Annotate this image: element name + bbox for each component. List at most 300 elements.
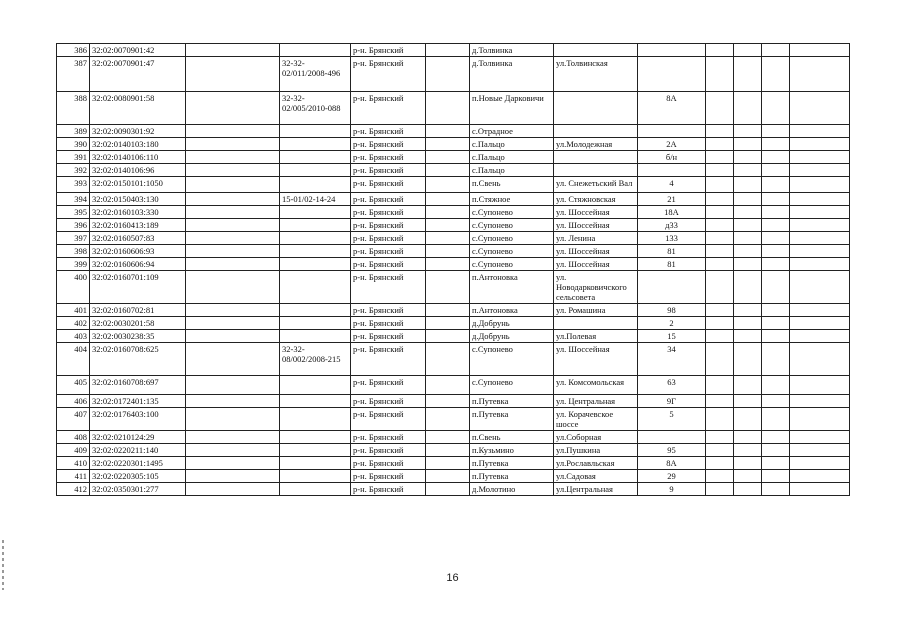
registration-number <box>280 304 351 317</box>
house-number: 18А <box>638 206 706 219</box>
cadastral-number: 32:02:0030201:58 <box>90 317 186 330</box>
street: ул.Рославльская <box>554 457 638 470</box>
empty-cell <box>762 408 790 431</box>
empty-cell <box>762 57 790 92</box>
street: ул.Соборная <box>554 431 638 444</box>
empty-cell <box>706 444 734 457</box>
empty-cell <box>762 177 790 193</box>
empty-cell <box>734 457 762 470</box>
registration-number <box>280 457 351 470</box>
street: ул.Полевая <box>554 330 638 343</box>
locality: п.Антоновка <box>470 271 554 304</box>
locality: п.Кузьмино <box>470 444 554 457</box>
house-number: д33 <box>638 219 706 232</box>
district: р-н. Брянский <box>351 138 426 151</box>
registration-number <box>280 177 351 193</box>
table-row <box>57 431 850 444</box>
empty-cell <box>186 245 280 258</box>
cadastral-number: 32:02:0140103:180 <box>90 138 186 151</box>
locality: п.Свень <box>470 431 554 444</box>
district: р-н. Брянский <box>351 193 426 206</box>
street: ул.Молодежная <box>554 138 638 151</box>
empty-cell <box>790 177 850 193</box>
district: р-н. Брянский <box>351 395 426 408</box>
empty-cell <box>426 304 470 317</box>
locality: п.Антоновка <box>470 304 554 317</box>
empty-cell <box>186 376 280 395</box>
locality: с.Отрадное <box>470 125 554 138</box>
street: ул. Шоссейная <box>554 219 638 232</box>
empty-cell <box>734 483 762 496</box>
cadastral-number: 32:02:0160103:330 <box>90 206 186 219</box>
cadastral-number: 32:02:0160606:94 <box>90 258 186 271</box>
table-row <box>57 457 850 470</box>
district: р-н. Брянский <box>351 271 426 304</box>
empty-cell <box>790 138 850 151</box>
empty-cell <box>186 258 280 271</box>
empty-cell <box>762 151 790 164</box>
empty-cell <box>762 164 790 177</box>
cadastral-number: 32:02:0350301:277 <box>90 483 186 496</box>
empty-cell <box>762 219 790 232</box>
cadastral-number: 32:02:0172401:135 <box>90 395 186 408</box>
registration-number <box>280 271 351 304</box>
district: р-н. Брянский <box>351 206 426 219</box>
street: ул. Шоссейная <box>554 206 638 219</box>
district: р-н. Брянский <box>351 317 426 330</box>
cadastral-number: 32:02:0150101:1050 <box>90 177 186 193</box>
empty-cell <box>186 408 280 431</box>
empty-cell <box>762 258 790 271</box>
empty-cell <box>762 395 790 408</box>
district: р-н. Брянский <box>351 376 426 395</box>
house-number: 133 <box>638 232 706 245</box>
cadastral-number: 32:02:0160507:83 <box>90 232 186 245</box>
table-row <box>57 470 850 483</box>
row-number: 407 <box>57 408 90 431</box>
empty-cell <box>762 232 790 245</box>
empty-cell <box>734 304 762 317</box>
empty-cell <box>734 408 762 431</box>
street: ул. Новодарковичского сельсовета <box>554 271 638 304</box>
district: р-н. Брянский <box>351 219 426 232</box>
empty-cell <box>426 444 470 457</box>
empty-cell <box>426 258 470 271</box>
row-number: 391 <box>57 151 90 164</box>
empty-cell <box>734 44 762 57</box>
row-number: 393 <box>57 177 90 193</box>
empty-cell <box>186 151 280 164</box>
empty-cell <box>186 125 280 138</box>
registration-number <box>280 258 351 271</box>
locality: с.Супонево <box>470 219 554 232</box>
locality: с.Супонево <box>470 245 554 258</box>
district: р-н. Брянский <box>351 304 426 317</box>
empty-cell <box>790 317 850 330</box>
row-number: 399 <box>57 258 90 271</box>
empty-cell <box>426 44 470 57</box>
row-number: 405 <box>57 376 90 395</box>
cadastral-number: 32:02:0070901:42 <box>90 44 186 57</box>
house-number: 98 <box>638 304 706 317</box>
empty-cell <box>186 483 280 496</box>
row-number: 394 <box>57 193 90 206</box>
registration-number <box>280 408 351 431</box>
empty-cell <box>790 164 850 177</box>
empty-cell <box>706 92 734 125</box>
registration-number <box>280 330 351 343</box>
house-number <box>638 431 706 444</box>
empty-cell <box>734 330 762 343</box>
empty-cell <box>762 92 790 125</box>
locality: п.Свень <box>470 177 554 193</box>
district: р-н. Брянский <box>351 343 426 376</box>
empty-cell <box>186 44 280 57</box>
locality: п.Путевка <box>470 395 554 408</box>
empty-cell <box>706 258 734 271</box>
cadastral-number: 32:02:0160701:109 <box>90 271 186 304</box>
table-row <box>57 317 850 330</box>
locality: с.Пальцо <box>470 138 554 151</box>
district: р-н. Брянский <box>351 57 426 92</box>
page-number: 16 <box>446 572 459 584</box>
locality: п.Новые Дарковичи <box>470 92 554 125</box>
row-number: 400 <box>57 271 90 304</box>
empty-cell <box>186 92 280 125</box>
table-row <box>57 164 850 177</box>
empty-cell <box>426 408 470 431</box>
empty-cell <box>186 138 280 151</box>
registration-number <box>280 206 351 219</box>
registration-number <box>280 164 351 177</box>
district: р-н. Брянский <box>351 258 426 271</box>
empty-cell <box>186 206 280 219</box>
house-number: 81 <box>638 258 706 271</box>
row-number: 388 <box>57 92 90 125</box>
empty-cell <box>186 164 280 177</box>
empty-cell <box>762 206 790 219</box>
row-number: 395 <box>57 206 90 219</box>
empty-cell <box>706 376 734 395</box>
registration-number <box>280 444 351 457</box>
empty-cell <box>762 271 790 304</box>
empty-cell <box>706 408 734 431</box>
table-row <box>57 258 850 271</box>
row-number: 396 <box>57 219 90 232</box>
empty-cell <box>790 219 850 232</box>
row-number: 387 <box>57 57 90 92</box>
empty-cell <box>426 138 470 151</box>
empty-cell <box>426 125 470 138</box>
empty-cell <box>790 57 850 92</box>
locality: п.Стяжное <box>470 193 554 206</box>
table-row <box>57 330 850 343</box>
empty-cell <box>790 470 850 483</box>
house-number: 2 <box>638 317 706 330</box>
empty-cell <box>706 193 734 206</box>
district: р-н. Брянский <box>351 125 426 138</box>
street: ул.Центральная <box>554 483 638 496</box>
empty-cell <box>706 219 734 232</box>
empty-cell <box>426 177 470 193</box>
district: р-н. Брянский <box>351 164 426 177</box>
district: р-н. Брянский <box>351 457 426 470</box>
empty-cell <box>426 330 470 343</box>
empty-cell <box>186 193 280 206</box>
registration-number <box>280 483 351 496</box>
table-row <box>57 177 850 193</box>
district: р-н. Брянский <box>351 92 426 125</box>
empty-cell <box>706 232 734 245</box>
cadastral-number: 32:02:0160413:189 <box>90 219 186 232</box>
table-row <box>57 219 850 232</box>
table-row <box>57 92 850 125</box>
row-number: 390 <box>57 138 90 151</box>
empty-cell <box>790 304 850 317</box>
house-number: 95 <box>638 444 706 457</box>
empty-cell <box>734 151 762 164</box>
empty-cell <box>426 343 470 376</box>
empty-cell <box>790 44 850 57</box>
street <box>554 92 638 125</box>
registration-number: 15-01/02-14-24 <box>280 193 351 206</box>
registration-number <box>280 219 351 232</box>
empty-cell <box>762 304 790 317</box>
locality: с.Супонево <box>470 376 554 395</box>
empty-cell <box>426 193 470 206</box>
empty-cell <box>186 271 280 304</box>
house-number: 34 <box>638 343 706 376</box>
house-number: 5 <box>638 408 706 431</box>
cadastral-number: 32:02:0176403:100 <box>90 408 186 431</box>
scan-edge-mark <box>2 540 4 590</box>
table-row <box>57 57 850 92</box>
registration-number <box>280 232 351 245</box>
row-number: 397 <box>57 232 90 245</box>
row-number: 403 <box>57 330 90 343</box>
empty-cell <box>734 444 762 457</box>
empty-cell <box>706 177 734 193</box>
locality: с.Супонево <box>470 206 554 219</box>
registration-number <box>280 151 351 164</box>
empty-cell <box>426 457 470 470</box>
empty-cell <box>734 245 762 258</box>
empty-cell <box>734 395 762 408</box>
house-number <box>638 125 706 138</box>
empty-cell <box>762 470 790 483</box>
empty-cell <box>790 232 850 245</box>
row-number: 408 <box>57 431 90 444</box>
empty-cell <box>706 125 734 138</box>
empty-cell <box>734 232 762 245</box>
empty-cell <box>426 57 470 92</box>
registration-number <box>280 44 351 57</box>
locality: д.Молотино <box>470 483 554 496</box>
cadastral-number: 32:02:0160708:697 <box>90 376 186 395</box>
table-row <box>57 376 850 395</box>
empty-cell <box>734 317 762 330</box>
registration-number <box>280 245 351 258</box>
row-number: 402 <box>57 317 90 330</box>
empty-cell <box>186 330 280 343</box>
empty-cell <box>706 164 734 177</box>
empty-cell <box>790 330 850 343</box>
house-number: 8А <box>638 457 706 470</box>
table-row <box>57 125 850 138</box>
house-number <box>638 44 706 57</box>
table-row <box>57 193 850 206</box>
district: р-н. Брянский <box>351 245 426 258</box>
empty-cell <box>706 457 734 470</box>
empty-cell <box>762 125 790 138</box>
registration-number <box>280 470 351 483</box>
empty-cell <box>706 470 734 483</box>
empty-cell <box>706 317 734 330</box>
cadastral-number: 32:02:0220211:140 <box>90 444 186 457</box>
house-number: 8А <box>638 92 706 125</box>
empty-cell <box>426 470 470 483</box>
registration-number: 32-32-02/011/2008-496 <box>280 57 351 92</box>
registration-number <box>280 376 351 395</box>
table-row <box>57 232 850 245</box>
registry-table <box>56 43 850 496</box>
empty-cell <box>706 483 734 496</box>
street: ул. Ромашина <box>554 304 638 317</box>
empty-cell <box>426 92 470 125</box>
empty-cell <box>762 444 790 457</box>
table-row <box>57 206 850 219</box>
empty-cell <box>734 125 762 138</box>
house-number: 81 <box>638 245 706 258</box>
district: р-н. Брянский <box>351 232 426 245</box>
empty-cell <box>790 408 850 431</box>
empty-cell <box>186 317 280 330</box>
street <box>554 317 638 330</box>
empty-cell <box>706 245 734 258</box>
house-number: 29 <box>638 470 706 483</box>
street: ул. Шоссейная <box>554 343 638 376</box>
empty-cell <box>186 177 280 193</box>
district: р-н. Брянский <box>351 151 426 164</box>
district: р-н. Брянский <box>351 483 426 496</box>
empty-cell <box>186 431 280 444</box>
empty-cell <box>426 219 470 232</box>
empty-cell <box>706 206 734 219</box>
district: р-н. Брянский <box>351 330 426 343</box>
table-row <box>57 44 850 57</box>
row-number: 386 <box>57 44 90 57</box>
empty-cell <box>706 151 734 164</box>
empty-cell <box>706 57 734 92</box>
empty-cell <box>706 395 734 408</box>
cadastral-number: 32:02:0160702:81 <box>90 304 186 317</box>
district: р-н. Брянский <box>351 470 426 483</box>
empty-cell <box>790 431 850 444</box>
row-number: 389 <box>57 125 90 138</box>
cadastral-number: 32:02:0160606:93 <box>90 245 186 258</box>
cadastral-number: 32:02:0150403:130 <box>90 193 186 206</box>
cadastral-number: 32:02:0140106:110 <box>90 151 186 164</box>
cadastral-number: 32:02:0070901:47 <box>90 57 186 92</box>
row-number: 401 <box>57 304 90 317</box>
registration-number <box>280 317 351 330</box>
cadastral-number: 32:02:0030238:35 <box>90 330 186 343</box>
locality: д.Толвинка <box>470 44 554 57</box>
empty-cell <box>734 343 762 376</box>
cadastral-number: 32:02:0220305:105 <box>90 470 186 483</box>
empty-cell <box>762 376 790 395</box>
empty-cell <box>790 271 850 304</box>
empty-cell <box>426 395 470 408</box>
house-number <box>638 164 706 177</box>
table-row <box>57 408 850 431</box>
empty-cell <box>790 151 850 164</box>
empty-cell <box>186 232 280 245</box>
empty-cell <box>790 193 850 206</box>
street: ул. Корачевское шоссе <box>554 408 638 431</box>
table-row <box>57 304 850 317</box>
empty-cell <box>186 304 280 317</box>
empty-cell <box>734 177 762 193</box>
empty-cell <box>426 483 470 496</box>
house-number <box>638 271 706 304</box>
empty-cell <box>186 457 280 470</box>
cadastral-number: 32:02:0210124:29 <box>90 431 186 444</box>
empty-cell <box>426 232 470 245</box>
house-number: 63 <box>638 376 706 395</box>
empty-cell <box>790 245 850 258</box>
cadastral-number: 32:02:0080901:58 <box>90 92 186 125</box>
locality: с.Супонево <box>470 343 554 376</box>
empty-cell <box>734 138 762 151</box>
district: р-н. Брянский <box>351 408 426 431</box>
locality: п.Путевка <box>470 408 554 431</box>
empty-cell <box>762 138 790 151</box>
empty-cell <box>790 343 850 376</box>
locality: п.Путевка <box>470 457 554 470</box>
empty-cell <box>790 395 850 408</box>
empty-cell <box>426 206 470 219</box>
empty-cell <box>734 431 762 444</box>
empty-cell <box>762 44 790 57</box>
house-number: 9 <box>638 483 706 496</box>
registration-number <box>280 431 351 444</box>
empty-cell <box>734 258 762 271</box>
empty-cell <box>186 57 280 92</box>
locality: с.Пальцо <box>470 151 554 164</box>
empty-cell <box>734 376 762 395</box>
empty-cell <box>762 193 790 206</box>
empty-cell <box>762 317 790 330</box>
empty-cell <box>790 125 850 138</box>
street <box>554 44 638 57</box>
street: ул.Пушкина <box>554 444 638 457</box>
table-row <box>57 138 850 151</box>
empty-cell <box>790 444 850 457</box>
house-number <box>638 57 706 92</box>
cadastral-number: 32:02:0160708:625 <box>90 343 186 376</box>
street: ул. Снежетьский Вал <box>554 177 638 193</box>
empty-cell <box>762 457 790 470</box>
empty-cell <box>426 245 470 258</box>
district: р-н. Брянский <box>351 44 426 57</box>
registration-number <box>280 125 351 138</box>
empty-cell <box>706 431 734 444</box>
empty-cell <box>426 317 470 330</box>
empty-cell <box>734 57 762 92</box>
row-number: 398 <box>57 245 90 258</box>
locality: д.Толвинка <box>470 57 554 92</box>
